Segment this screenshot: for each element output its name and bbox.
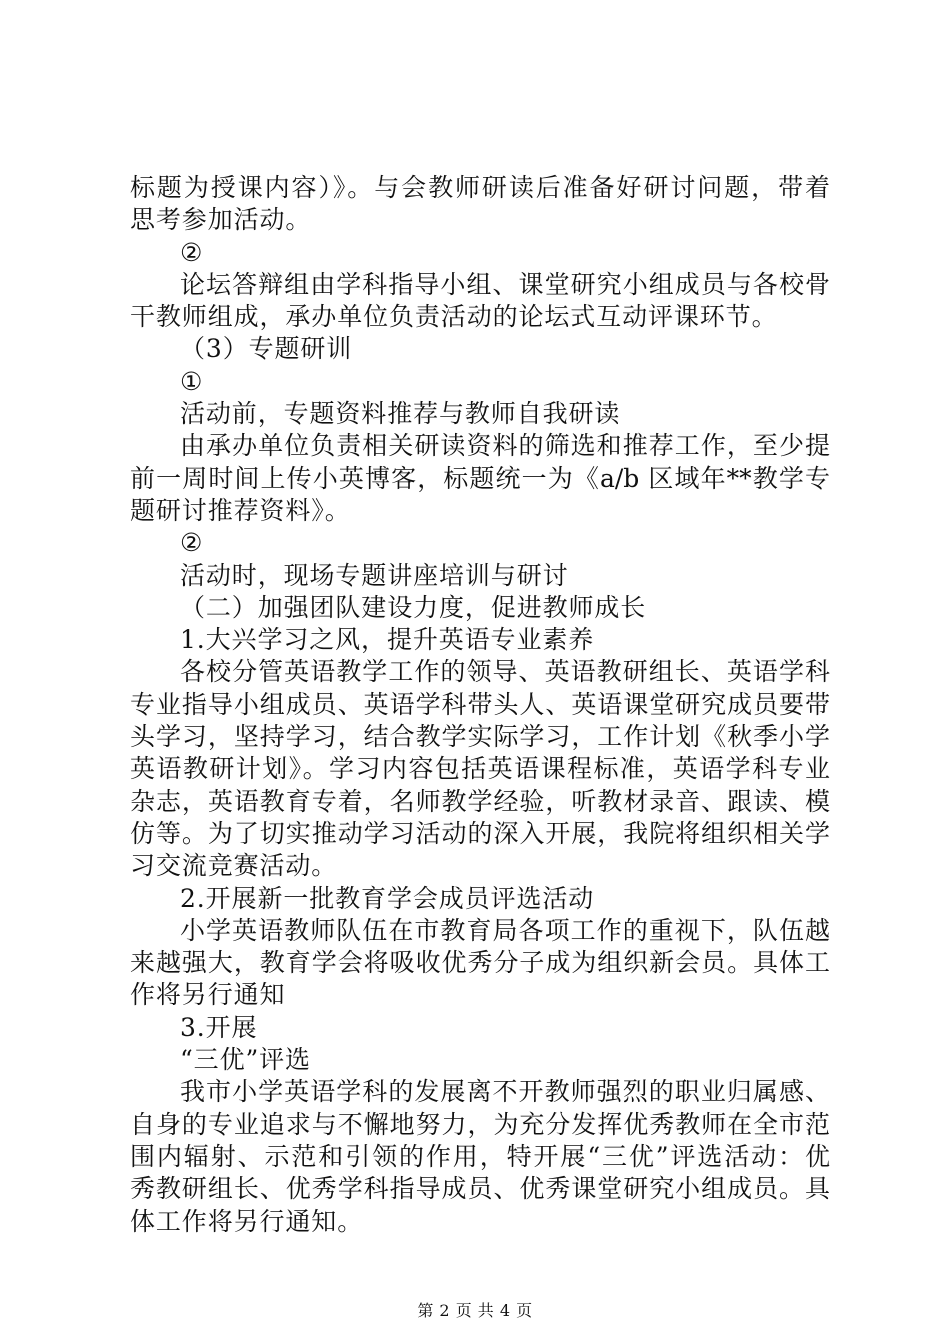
paragraph-line: 仿等。为了切实推动学习活动的深入开展，我院将组织相关学	[130, 818, 830, 848]
paragraph-line: 3.开展	[180, 1012, 258, 1042]
document-body	[130, 172, 830, 1238]
paragraph-line: 2.开展新一批教育学会成员评选活动	[180, 883, 595, 913]
paragraph-line: 来越强大，教育学会将吸收优秀分子成为组织新会员。具体工	[130, 948, 830, 978]
paragraph-line: 活动前，专题资料推荐与教师自我研读	[180, 399, 621, 429]
paragraph-line: 围内辐射、示范和引领的作用，特开展“三优”评选活动：优	[130, 1141, 830, 1171]
paragraph-line: 英语教研计划》。学习内容包括英语课程标准，英语学科专业	[130, 754, 830, 784]
paragraph-line: ②	[180, 237, 204, 267]
paragraph-line: 前一周时间上传小英博客，标题统一为《a/b 区域年**教学专	[130, 463, 830, 493]
paragraph-line: 标题为授课内容）》。与会教师研读后准备好研讨问题，带着	[130, 173, 830, 202]
paragraph-line: 各校分管英语教学工作的领导、英语教研组长、英语学科	[180, 657, 830, 687]
paragraph-line: “三优”评选	[180, 1045, 311, 1075]
paragraph-line: 习交流竞赛活动。	[130, 851, 338, 881]
paragraph-line: 体工作将另行通知。	[130, 1206, 364, 1236]
paragraph-line: 小学英语教师队伍在市教育局各项工作的重视下，队伍越	[180, 915, 830, 945]
paragraph-line: 专业指导小组成员、英语学科带头人、英语课堂研究成员要带	[130, 689, 830, 719]
paragraph-line: 自身的专业追求与不懈地努力，为充分发挥优秀教师在全市范	[130, 1109, 830, 1139]
paragraph-line: ②	[180, 528, 204, 558]
paragraph-line: 由承办单位负责相关研读资料的筛选和推荐工作，至少提	[180, 431, 830, 461]
paragraph-line: 头学习，坚持学习，结合教学实际学习，工作计划《秋季小学	[130, 722, 830, 752]
paragraph-line: 活动时，现场专题讲座培训与研讨	[180, 560, 569, 590]
paragraph-line: ①	[180, 366, 204, 396]
paragraph-line: （3）专题研训	[180, 334, 353, 364]
paragraph-line: 作将另行通知	[130, 980, 286, 1010]
paragraph-line: 论坛答辩组由学科指导小组、课堂研究小组成员与各校骨	[180, 269, 830, 299]
paragraph-line: 思考参加活动。	[130, 205, 312, 235]
page-number-footer: 第 2 页 共 4 页	[417, 1301, 533, 1320]
paragraph-line: 秀教研组长、优秀学科指导成员、优秀课堂研究小组成员。具	[130, 1174, 830, 1204]
paragraph-line: 我市小学英语学科的发展离不开教师强烈的职业归属感、	[180, 1077, 830, 1107]
paragraph-line: 题研讨推荐资料》。	[130, 495, 351, 525]
paragraph-line: 干教师组成，承办单位负责活动的论坛式互动评课环节。	[130, 302, 778, 332]
paragraph-line: （二）加强团队建设力度，促进教师成长	[180, 592, 647, 622]
paragraph-line: 杂志，英语教育专着，名师教学经验，听教材录音、跟读、模	[130, 786, 830, 816]
paragraph-line: 1.大兴学习之风，提升英语专业素养	[180, 625, 595, 655]
